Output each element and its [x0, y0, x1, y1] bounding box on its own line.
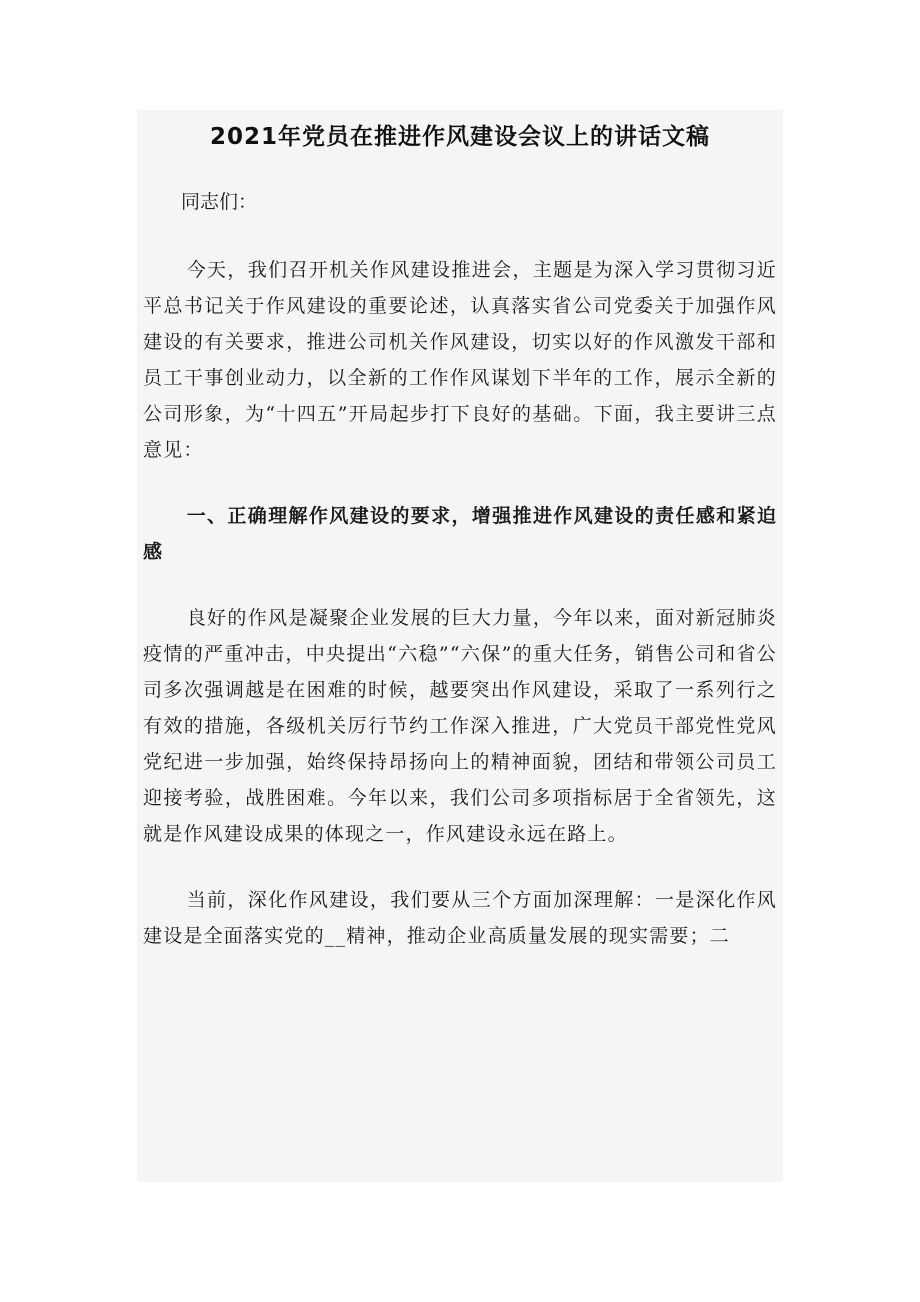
paragraph-intro: 今天，我们召开机关作风建设推进会，主题是为深入学习贯彻习近平总书记关于作风建设的重要论述，认真落实省公司党委关于加强作风建设的有关要求，推进公司机关作风建设，切实以好的作风激发干部和员工干事创业动力，以全新的工作作风谋划下半年的工作，展示全新的公司形象，为“十四五”开局起步打下良好的基础。下面，我主要讲三点意见：: [143, 259, 777, 461]
document-title: 2021年党员在推进作风建设会议上的讲话文稿: [209, 124, 710, 150]
document-page: [137, 110, 783, 1182]
section-heading-1: 一、正确理解作风建设的要求，增强推进作风建设的责任感和紧迫感: [143, 505, 777, 563]
paragraph-body-1: 良好的作风是凝聚企业发展的巨大力量，今年以来，面对新冠肺炎疫情的严重冲击，中央提出“六稳”“六保”的重大任务，销售公司和省公司多次强调越是在困难的时候，越要突出作风建设，采取了一系列行之有效的措施，各级机关厉行节约工作深入推进，广大党员干部党性党风党纪进一步加强，始终保持昂扬向上的精神面貌，团结和带领公司员工迎接考验，战胜困难。今年以来，我们公司多项指标居于全省领先，这就是作风建设成果的体现之一，作风建设永远在路上。: [143, 607, 777, 845]
paragraph-body-2: 当前，深化作风建设，我们要从三个方面加深理解：一是深化作风建设是全面落实党的__精神，推动企业高质量发展的现实需要；二: [143, 889, 777, 947]
salutation: 同志们：: [181, 191, 258, 213]
